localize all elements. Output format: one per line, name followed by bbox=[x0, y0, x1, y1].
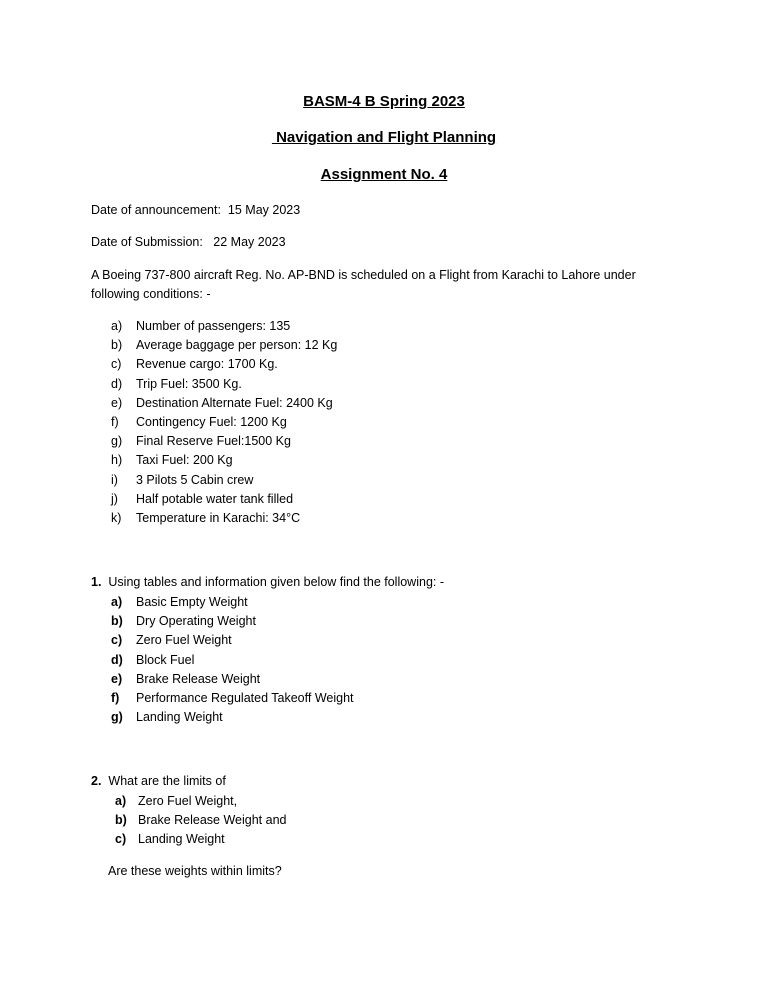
list-text: Contingency Fuel: 1200 Kg bbox=[136, 414, 287, 429]
list-text: Block Fuel bbox=[136, 652, 195, 667]
list-label: a) bbox=[111, 319, 123, 333]
followup-question: Are these weights within limits? bbox=[108, 864, 282, 878]
question-2 bbox=[91, 774, 226, 788]
list-item bbox=[0, 490, 700, 509]
list-item bbox=[0, 612, 700, 631]
list-item bbox=[0, 451, 700, 470]
list-item bbox=[0, 509, 700, 528]
list-item bbox=[0, 336, 700, 355]
intro-paragraph: A Boeing 737-800 aircraft Reg. No. AP-BND is scheduled on a Flight from Karachi to Lahore under following conditions: - bbox=[91, 268, 636, 301]
list-text: Zero Fuel Weight, bbox=[138, 794, 238, 808]
list-item bbox=[0, 792, 700, 811]
list-text: Trip Fuel: 3500 Kg. bbox=[136, 376, 242, 391]
list-label: b) bbox=[111, 614, 123, 629]
list-text: Landing Weight bbox=[136, 710, 223, 725]
list-text: Temperature in Karachi: 34°C bbox=[136, 510, 301, 525]
list-label: a) bbox=[111, 595, 123, 609]
list-item bbox=[0, 830, 700, 849]
announcement-label: Date of announcement: bbox=[91, 203, 221, 217]
announcement-value: 15 May 2023 bbox=[227, 203, 301, 217]
list-text: Brake Release Weight and bbox=[138, 813, 287, 828]
list-label: e) bbox=[111, 395, 123, 410]
question-number: 2. bbox=[91, 774, 102, 788]
question-number: 1. bbox=[91, 575, 102, 589]
list-item bbox=[0, 471, 700, 490]
list-label: e) bbox=[111, 671, 123, 686]
list-item bbox=[0, 811, 700, 830]
question-2-list bbox=[0, 792, 700, 850]
list-label: j) bbox=[111, 491, 118, 506]
list-label: b) bbox=[115, 813, 127, 828]
assignment-title: Assignment No. 4 bbox=[320, 166, 448, 183]
list-text: Dry Operating Weight bbox=[136, 614, 256, 629]
list-text: 3 Pilots 5 Cabin crew bbox=[136, 472, 254, 487]
list-item bbox=[0, 708, 700, 727]
question-text: Using tables and information given below find the following: - bbox=[108, 575, 444, 589]
list-text: Zero Fuel Weight bbox=[136, 633, 232, 648]
list-item bbox=[0, 432, 700, 451]
list-text: Taxi Fuel: 200 Kg bbox=[136, 453, 233, 468]
question-1 bbox=[91, 575, 444, 589]
subject-title: Navigation and Flight Planning bbox=[271, 129, 497, 146]
list-label: f) bbox=[111, 690, 120, 705]
list-text: Revenue cargo: 1700 Kg. bbox=[136, 357, 278, 372]
list-label: c) bbox=[111, 633, 123, 648]
list-text: Landing Weight bbox=[138, 832, 225, 847]
list-item bbox=[0, 355, 700, 374]
list-label: g) bbox=[111, 710, 123, 725]
list-text: Basic Empty Weight bbox=[136, 595, 248, 609]
list-item bbox=[0, 317, 700, 336]
list-text: Number of passengers: 135 bbox=[136, 319, 291, 333]
list-label: k) bbox=[111, 510, 122, 525]
list-text: Final Reserve Fuel:1500 Kg bbox=[136, 434, 291, 449]
list-item bbox=[0, 394, 700, 413]
list-label: a) bbox=[115, 794, 127, 808]
list-label: b) bbox=[111, 338, 123, 353]
list-label: c) bbox=[115, 832, 127, 847]
conditions-list bbox=[0, 317, 700, 528]
announcement-date bbox=[91, 203, 300, 217]
list-item bbox=[0, 593, 700, 612]
list-label: h) bbox=[111, 453, 123, 468]
list-text: Destination Alternate Fuel: 2400 Kg bbox=[136, 395, 333, 410]
list-item bbox=[0, 631, 700, 650]
list-label: d) bbox=[111, 652, 123, 667]
list-label: g) bbox=[111, 434, 123, 449]
list-text: Average baggage per person: 12 Kg bbox=[136, 338, 338, 353]
list-item bbox=[0, 689, 700, 708]
submission-label: Date of Submission: bbox=[91, 235, 203, 249]
list-text: Brake Release Weight bbox=[136, 671, 261, 686]
list-label: i) bbox=[111, 472, 118, 487]
submission-value: 22 May 2023 bbox=[213, 235, 286, 249]
submission-date bbox=[91, 235, 286, 249]
course-title: BASM-4 B Spring 2023 bbox=[303, 93, 465, 110]
list-item bbox=[0, 413, 700, 432]
question-text: What are the limits of bbox=[108, 774, 226, 788]
list-item bbox=[0, 670, 700, 689]
list-text: Half potable water tank filled bbox=[136, 491, 294, 506]
list-text: Performance Regulated Takeoff Weight bbox=[136, 690, 354, 705]
question-1-list bbox=[0, 593, 700, 727]
list-label: d) bbox=[111, 376, 123, 391]
list-item bbox=[0, 375, 700, 394]
list-item bbox=[0, 651, 700, 670]
list-label: c) bbox=[111, 357, 122, 372]
list-label: f) bbox=[111, 414, 119, 429]
